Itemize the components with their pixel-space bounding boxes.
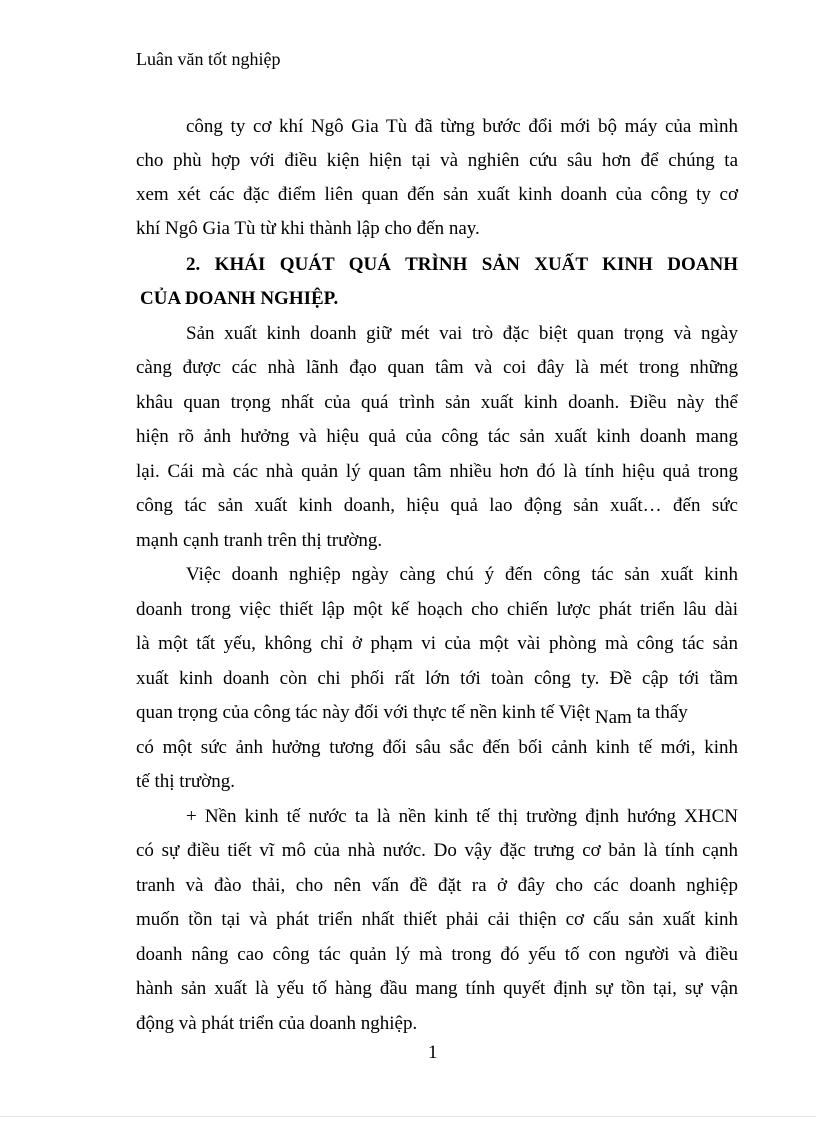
text-line: xem xét các đặc điểm liên quan đến sản xuất kinh doanh của công ty cơ	[136, 184, 738, 205]
text-line-with-subscript	[136, 700, 738, 726]
text-line: hành sản xuất là yếu tố hàng đầu mang tính quyết định sự tồn tại, sự vận	[136, 978, 738, 999]
text-line: lại. Cái mà các nhà quản lý quan tâm nhiều hơn đó là tính hiệu quả trong	[136, 461, 738, 482]
running-header: Luân văn tốt nghiệp	[136, 49, 281, 69]
text-line: tế thị trường.	[136, 771, 235, 792]
text-line: càng được các nhà lãnh đạo quan tâm và coi đây là mét trong những	[136, 357, 738, 378]
text-line: doanh nâng cao công tác quản lý mà trong đó yếu tố con người và điều	[136, 944, 738, 965]
text-line: muốn tồn tại và phát triển nhất thiết phải cải thiện cơ cấu sản xuất kinh	[136, 909, 738, 930]
text-line: động và phát triển của doanh nghiệp.	[136, 1013, 418, 1034]
page-edge-divider	[0, 1116, 816, 1117]
text-line: xuất kinh doanh còn chi phối rất lớn tới toàn công ty. Đề cập tới tầm	[136, 668, 738, 689]
text-line: cho phù hợp với điều kiện hiện tại và nghiên cứu sâu hơn để chúng ta	[136, 150, 738, 171]
text-line: có một sức ảnh hưởng tương đối sâu sắc đến bối cảnh kinh tế mới, kinh	[136, 737, 738, 758]
text-line: hiện rõ ảnh hưởng và hiệu quả của công tác sản xuất kinh doanh mang	[136, 426, 738, 447]
section-heading-continued: CỦA DOANH NGHIỆP.	[140, 288, 339, 309]
page-number: 1	[428, 1042, 438, 1063]
text-line: khí Ngô Gia Tù từ khi thành lập cho đến nay.	[136, 218, 480, 239]
text-segment: ta thấy	[636, 702, 688, 723]
country-word: Nam	[594, 707, 632, 728]
text-line: Việc doanh nghiệp ngày càng chú ý đến công tác sản xuất kinh	[186, 564, 738, 585]
text-line: mạnh cạnh tranh trên thị trường.	[136, 530, 383, 551]
text-line: là một tất yếu, không chỉ ở phạm vi của một vài phòng mà công tác sản	[136, 633, 738, 654]
text-line: khâu quan trọng nhất của quá trình sản xuất kinh doanh. Điều này thể	[136, 392, 738, 413]
text-line: doanh trong việc thiết lập một kế hoạch cho chiến lược phát triển lâu dài	[136, 599, 738, 620]
text-line: + Nền kinh tế nước ta là nền kinh tế thị trường định hướng XHCN	[186, 806, 738, 827]
text-line: tranh và đào thải, cho nên vấn đề đặt ra ở đây cho các doanh nghiệp	[136, 875, 738, 896]
text-line: công tác sản xuất kinh doanh, hiệu quả lao động sản xuất… đến sức	[136, 495, 738, 516]
text-line: Sản xuất kinh doanh giữ mét vai trò đặc biệt quan trọng và ngày	[186, 323, 738, 344]
text-line: công ty cơ khí Ngô Gia Tù đã từng bước đổi mới bộ máy của mình	[186, 116, 738, 137]
section-heading: 2. KHÁI QUÁT QUÁ TRÌNH SẢN XUẤT KINH DOANH	[186, 254, 738, 275]
text-segment: quan trọng của công tác này đối với thực tế nền kinh tế Việt	[136, 702, 591, 723]
text-line: có sự điều tiết vĩ mô của nhà nước. Do vậy đặc trưng cơ bản là tính cạnh	[136, 840, 738, 861]
